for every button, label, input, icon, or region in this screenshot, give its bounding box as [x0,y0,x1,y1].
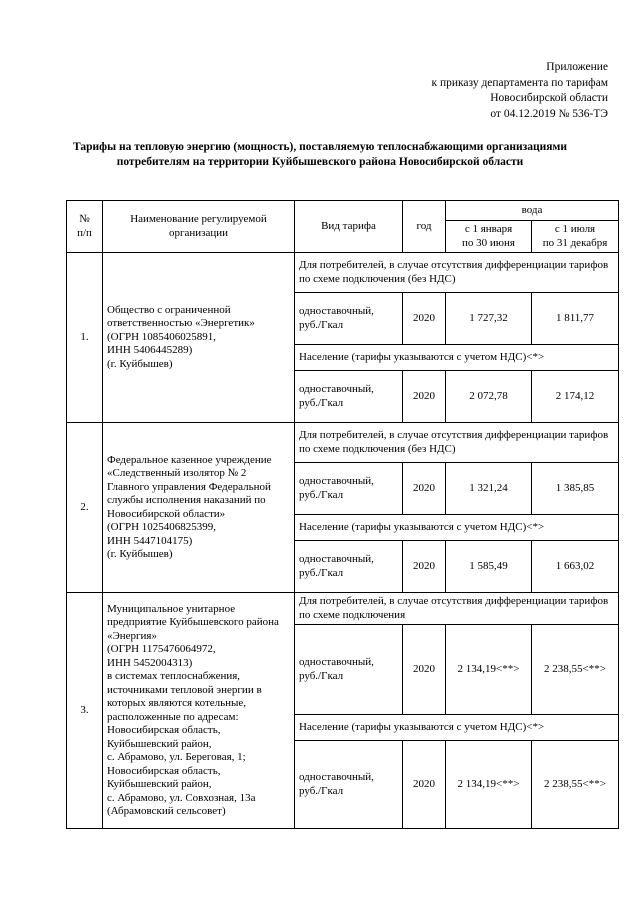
consumer-group: Для потребителей, в случае отсутствия дифференциации тарифов по схеме подключения (без НДС) [295,423,619,463]
tariff-table [66,200,619,829]
appendix-header [431,60,608,122]
header-num: № п/п [67,201,103,253]
tariff-kind: одноставочный, руб./Гкал [295,371,403,423]
tariff-year: 2020 [403,741,446,829]
tariff-value-h1: 1 321,24 [446,463,532,515]
organization-name: Муниципальное унитарное предприятие Куйбышевского района «Энергия» (ОГРН 1175476064972, ИНН 5452004313) в системах теплоснабжения, источниками тепловой энергии в которых являются котельные, расположенные по адресам: Новосибирская область, Куйбышевский район, с. Абрамово, ул. Береговая, 1; Новосибирская область, Куйбышевский район, с. Абрамово, ул. Совхозная, 13а (Абрамовский сельсовет) [103,593,295,829]
header-period-2: с 1 июля по 31 декабря [532,221,619,253]
consumer-group: Население (тарифы указываются с учетом НДС)<*> [295,515,619,541]
tariff-kind: одноставочный, руб./Гкал [295,541,403,593]
consumer-group: Для потребителей, в случае отсутствия дифференциации тарифов по схеме подключения [295,593,619,625]
appendix-line: Приложение [546,61,608,73]
tariff-value-h2: 2 174,12 [532,371,619,423]
tariff-kind: одноставочный, руб./Гкал [295,625,403,715]
tariff-year: 2020 [403,541,446,593]
tariff-value-h2: 1 385,85 [532,463,619,515]
header-org: Наименование регулируемой организации [103,201,295,253]
header-water: вода [446,201,619,221]
tariff-value-h1: 1 727,32 [446,293,532,345]
row-number: 2. [67,423,103,593]
tariff-value-h1: 2 134,19<**> [446,625,532,715]
tariff-value-h2: 1 663,02 [532,541,619,593]
header-year: год [403,201,446,253]
consumer-group: Население (тарифы указываются с учетом НДС)<*> [295,715,619,741]
tariff-kind: одноставочный, руб./Гкал [295,741,403,829]
consumer-group: Население (тарифы указываются с учетом НДС)<*> [295,345,619,371]
tariff-year: 2020 [403,625,446,715]
tariff-year: 2020 [403,463,446,515]
row-number: 3. [67,593,103,829]
tariff-value-h2: 1 811,77 [532,293,619,345]
organization-name: Федеральное казенное учреждение «Следственный изолятор № 2 Главного управления Федеральной службы исполнения наказаний по Новосибирской области» (ОГРН 1025406825399, ИНН 5447104175) (г. Куйбышев) [103,423,295,593]
tariff-value-h1: 2 134,19<**> [446,741,532,829]
appendix-line: Новосибирской области [490,92,608,104]
tariff-year: 2020 [403,293,446,345]
document-title: Тарифы на тепловую энергию (мощность), поставляемую теплоснабжающими организациями потребителям на территории Куйбышевского района Новосибирской области [73,141,567,168]
row-number: 1. [67,253,103,423]
tariff-kind: одноставочный, руб./Гкал [295,463,403,515]
header-period-1: с 1 января по 30 июня [446,221,532,253]
appendix-line: от 04.12.2019 № 536-ТЭ [490,107,608,120]
tariff-kind: одноставочный, руб./Гкал [295,293,403,345]
tariff-value-h2: 2 238,55<**> [532,741,619,829]
organization-name: Общество с ограниченной ответственностью «Энергетик» (ОГРН 1085406025891, ИНН 5406445289) (г. Куйбышев) [103,253,295,423]
tariff-year: 2020 [403,371,446,423]
tariff-value-h2: 2 238,55<**> [532,625,619,715]
header-kind: Вид тарифа [295,201,403,253]
appendix-line: к приказу департамента по тарифам [431,76,608,89]
consumer-group: Для потребителей, в случае отсутствия дифференциации тарифов по схеме подключения (без НДС) [295,253,619,293]
tariff-value-h1: 2 072,78 [446,371,532,423]
tariff-value-h1: 1 585,49 [446,541,532,593]
